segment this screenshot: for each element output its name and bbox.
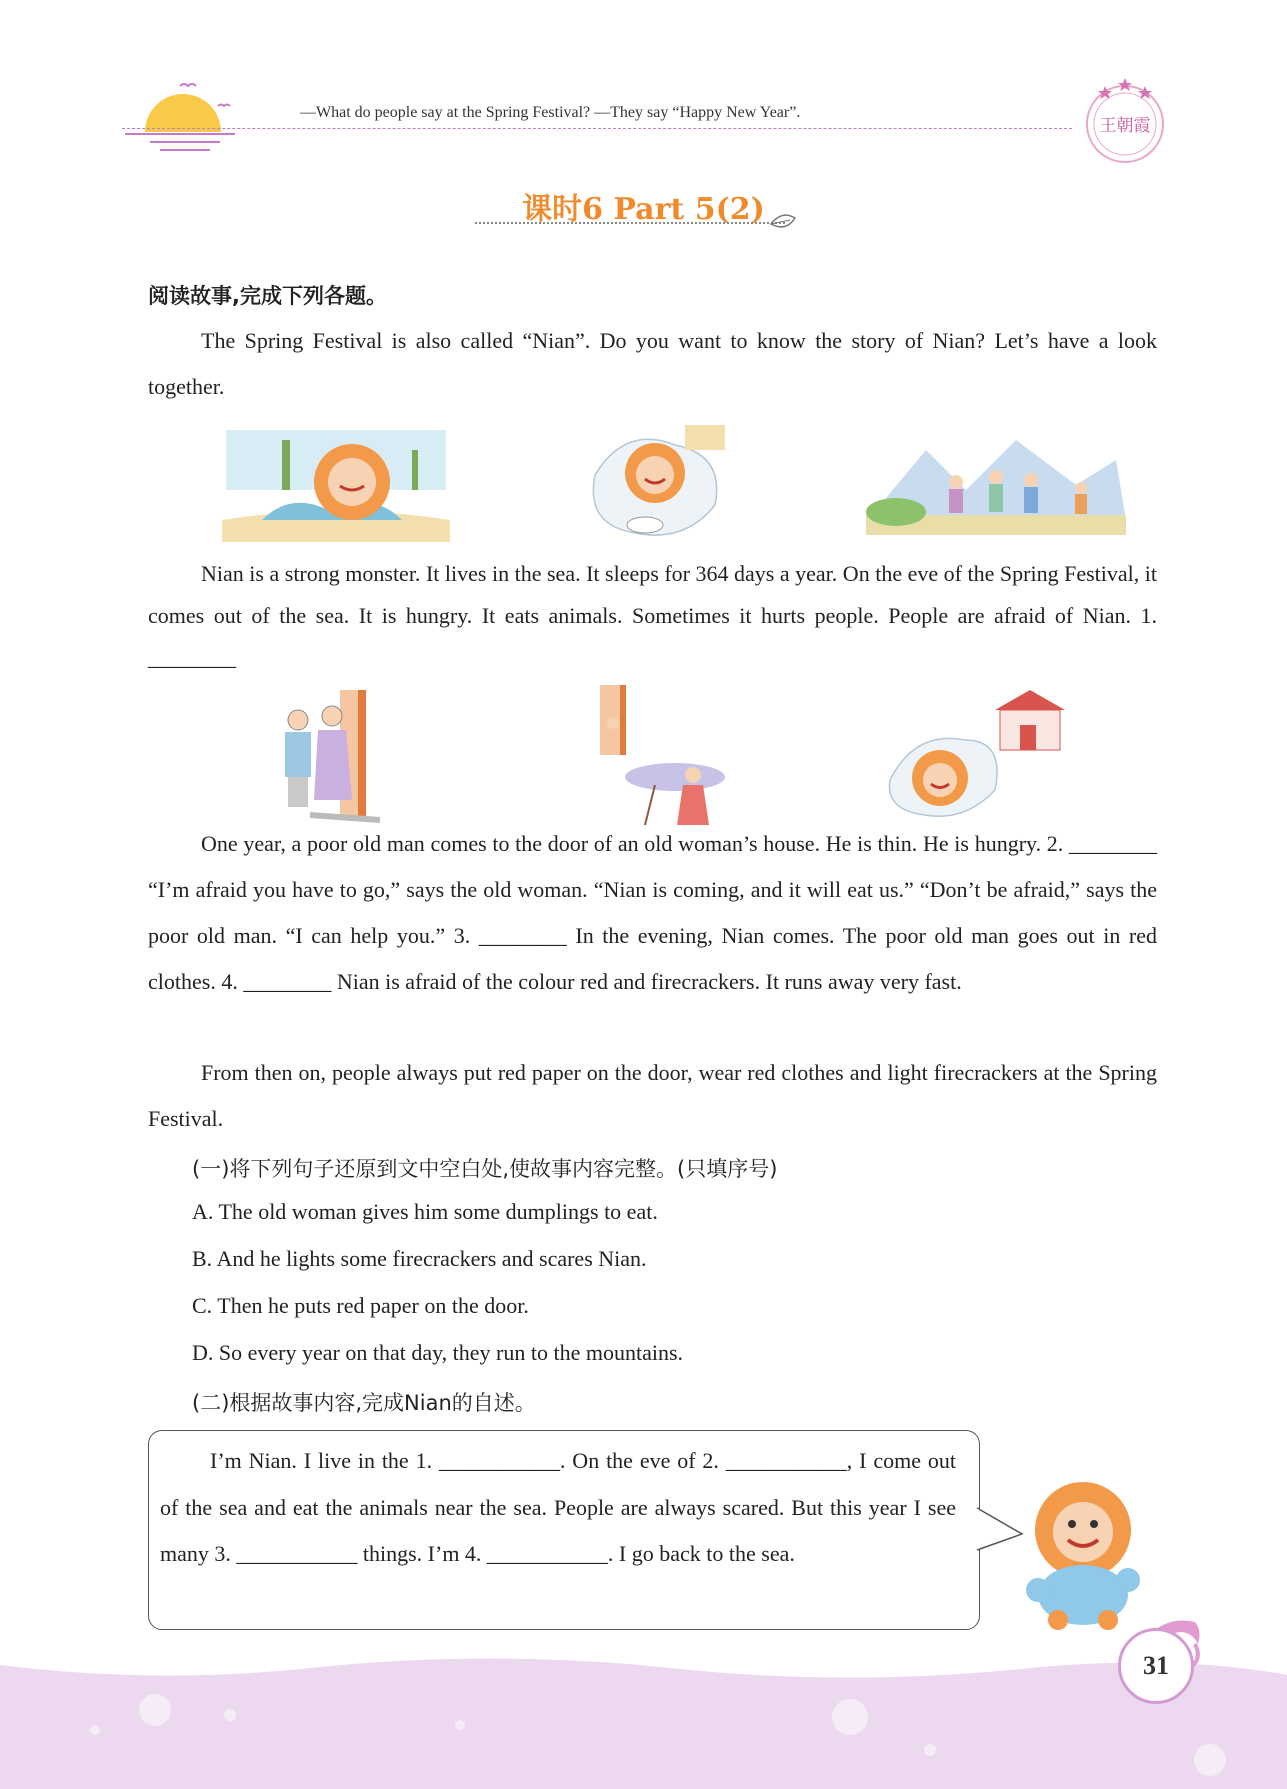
nian-character-illustration — [1008, 1470, 1158, 1630]
story-intro-text: The Spring Festival is also called “Nian”. Do you want to know the story of Nian? Let’s have a look together. — [148, 328, 1157, 399]
nian-emerging-illustration — [585, 415, 730, 545]
story-paragraph-3-text: From then on, people always put red paper on the door, wear red clothes and light firecrackers at the Spring Festival. — [148, 1060, 1157, 1131]
story-paragraph-1 — [148, 553, 1157, 679]
story-paragraph-3 — [148, 1050, 1157, 1142]
nian-sleeping-sea-illustration — [222, 420, 450, 542]
option-c: C. Then he puts red paper on the door. — [192, 1293, 529, 1318]
brand-seal — [1080, 74, 1170, 164]
page-number: 31 — [1118, 1628, 1194, 1704]
old-man-at-door-illustration — [270, 690, 385, 825]
nian-self-description-text: I’m Nian. I live in the 1. ___________. On the eve of 2. ___________, I come out of the sea and eat the animals near the sea. People are always scared. But this year I see many 3. ___________ things. I’m 4. ___________. I go back to the sea. — [160, 1448, 956, 1566]
option-a: A. The old woman gives him some dumplings to eat. — [192, 1199, 658, 1224]
people-fleeing-mountains-illustration — [866, 430, 1126, 535]
title-underline — [475, 222, 785, 224]
old-man-red-clothes-illustration — [585, 685, 730, 830]
story-paragraph-2 — [148, 821, 1157, 1005]
nian-running-away-illustration — [885, 690, 1070, 825]
svg-text:王朝霞: 王朝霞 — [1099, 116, 1151, 136]
story-paragraph-1-text: Nian is a strong monster. It lives in the sea. It sleeps for 364 days a year. On the eve of the Spring Festival, it comes out of the sea. It is hungry. It eats animals. Sometimes it hurts people. People are afraid of Nian. 1. ________ — [148, 561, 1157, 670]
header-text: —What do people say at the Spring Festival? —They say “Happy New Year”. — [300, 104, 801, 121]
section-2-heading: (二)根据故事内容,完成Nian的自述。 — [192, 1391, 536, 1415]
bottom-decorative-band — [0, 1655, 1287, 1789]
story-intro — [148, 318, 1157, 410]
leaf-icon — [768, 210, 798, 234]
option-b: B. And he lights some firecrackers and scares Nian. — [192, 1246, 647, 1271]
sun-logo — [120, 80, 240, 155]
nian-self-description — [160, 1438, 956, 1578]
section-1-heading: (一)将下列句子还原到文中空白处,使故事内容完整。(只填序号) — [192, 1157, 778, 1181]
option-d: D. So every year on that day, they run to the mountains. — [192, 1340, 684, 1365]
header-divider — [122, 128, 1072, 129]
lesson-title: 课时6 Part 5(2) — [522, 192, 765, 227]
instruction: 阅读故事,完成下列各题。 — [148, 284, 387, 308]
story-paragraph-2-text: One year, a poor old man comes to the door of an old woman’s house. He is thin. He is hungry. 2. ________ “I’m afraid you have to go,” says the old woman. “Nian is coming, and it will eat us.” “Don’t be afraid,” says the poor old man. “I can help you.” 3. ________ In the evening, Nian comes. The poor old man goes out in red clothes. 4. ________ Nian is afraid of the colour red and firecrackers. It runs away very fast. — [148, 831, 1157, 994]
